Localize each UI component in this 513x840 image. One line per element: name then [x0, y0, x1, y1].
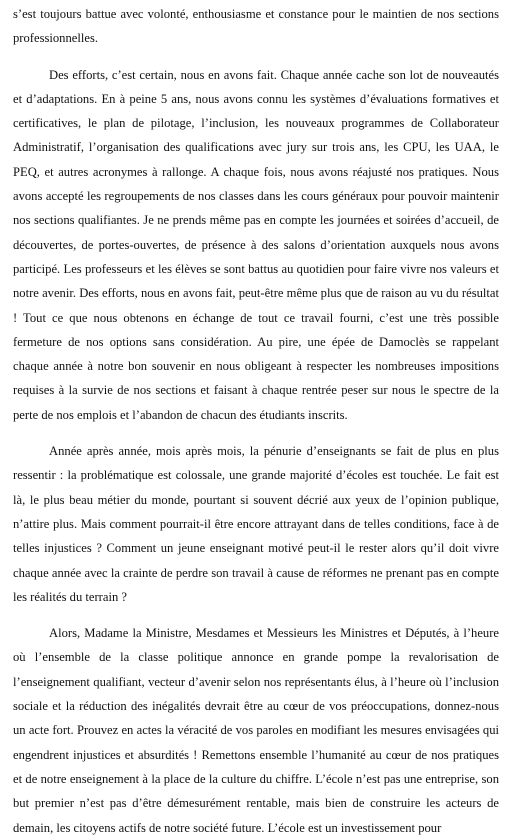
paragraph-penurie: Année après année, mois après mois, la pénurie d’enseignants se fait de plus en plus ressentir : la problématique est colossale, une grande majorité d’écoles est touchée. Le fait est là, le plus beau métier du monde, pourtant si souvent décrié aux yeux de l’opinion publique, n’attire plus. Mais comment pourrait-il être encore attrayant dans de telles conditions, face à de telles injustices ? Comment un jeune enseignant motivé peut-il le rester alors qu’il doit vivre chaque année avec la crainte de perdre son travail à cause de réformes ne prenant pas en compte les réalités du terrain ?: [13, 444, 499, 604]
paragraph-spacer: [13, 427, 499, 439]
paragraph-appel-ministre: Alors, Madame la Ministre, Mesdames et Messieurs les Ministres et Députés, à l’heure où l’ensemble de la classe politique annonce en grande pompe la revalorisation de l’enseignement qualifiant, vecteur d’avenir selon nos représentants élus, à l’heure où l’inclusion sociale et la réduction des inégalités devrait être au cœur de vos préoccupations, donnez-nous un acte fort. Prouvez en actes la véracité de vos paroles en modifiant les mesures envisagées qui engendrent injustices et absurdités ! Remettons ensemble l’humanité au cœur de nos pratiques et de notre enseignement à la place de la culture du chiffre. L’école n’est pas une entreprise, son but premier n’est pas d’être démesurément rentable, mais bien de construire les acteurs de demain, les citoyens actifs de notre société future. L’école est un investissement pour: [13, 626, 499, 835]
paragraph-continuation: s’est toujours battue avec volonté, enthousiasme et constance pour le maintien de nos sections professionnelles.: [13, 7, 499, 46]
paragraph-efforts: Des efforts, c’est certain, nous en avons fait. Chaque année cache son lot de nouveautés et d’adaptations. En à peine 5 ans, nous avons connu les systèmes d’évaluations formatives et certificatives, le plan de pilotage, l’inclusion, les nouveaux programmes de Collaborateur Administratif, l’organisation des qualifications avec jury sur trois ans, les CPU, les UAA, le PEQ, et autres acronymes à rallonge. A chaque fois, nous avons réajusté nos pratiques. Nous avons accepté les regroupements de nos classes dans les cours généraux pour pouvoir maintenir nos sections qualifiantes. Je ne prends même pas en compte les journées et soirées d’accueil, de découvertes, de portes-ouvertes, de présence à des salons d’orientation auxquels nous avons participé. Les professeurs et les élèves se sont battus au quotidien pour faire vivre nos valeurs et notre avenir. Des efforts, nous en avons fait, peut-être même plus que de raison au vu du résultat ! Tout ce que nous obtenons en échange de tout ce travail fourni, c’est une très possible fermeture de nos options sans considération. Au pire, une épée de Damoclès se rappelant chaque année à notre bon souvenir en nous obligeant à respecter les nombreuses impositions requises à la survie de nos sections et faisant à chaque rentrée peser sur nous le spectre de la perte de nos emplois et l’abandon de chacun des étudiants inscrits.: [13, 67, 499, 422]
document-page: [13, 2, 499, 840]
paragraph-spacer: [13, 51, 499, 63]
paragraph-spacer: [13, 609, 499, 621]
